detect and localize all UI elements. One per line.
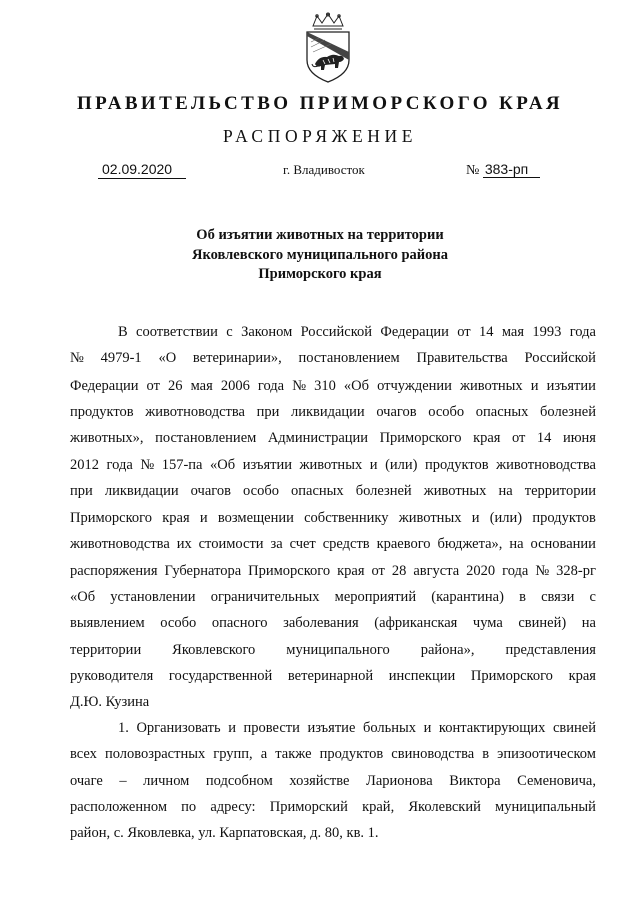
body-word: Российской (524, 350, 596, 366)
body-word: животных (299, 457, 363, 473)
body-word: июня (562, 430, 596, 446)
body-line (70, 642, 596, 659)
body-line (118, 720, 596, 737)
body-word: на (581, 615, 596, 631)
body-word: муниципальный (495, 799, 596, 815)
body-word: края (473, 430, 501, 446)
body-word: (африканская (374, 615, 458, 631)
body-line (118, 324, 596, 341)
body-word: ветеринарии», (192, 350, 282, 366)
body-word: Яколевский (408, 799, 481, 815)
body-word: основании (530, 536, 596, 552)
body-word: особо (243, 483, 279, 499)
body-word: животноводства (145, 404, 245, 420)
body-word: «О (158, 350, 177, 366)
body-word: края (162, 510, 190, 526)
body-word: 2006 (220, 378, 250, 394)
body-word: от (146, 378, 160, 394)
body-line (70, 510, 596, 527)
body-line (70, 615, 596, 632)
body-word: года (106, 457, 133, 473)
body-word: больных (362, 720, 416, 736)
body-word: на (498, 483, 513, 499)
body-line (70, 536, 596, 553)
body-word: заболевания (283, 615, 359, 631)
body-word: подсобном (205, 773, 273, 789)
body-word: продуктов (70, 404, 134, 420)
body-line (70, 430, 596, 447)
body-line (70, 457, 596, 474)
body-word: года (502, 563, 529, 579)
body-word: и (423, 720, 432, 736)
body-word: Приморского (470, 668, 553, 684)
body-word: контактирующих (438, 720, 546, 736)
body-word: муниципального (286, 642, 390, 658)
body-word: распоряжения (70, 563, 158, 579)
body-line (70, 799, 596, 816)
body-word: мая (501, 324, 525, 340)
body-word: 1993 (532, 324, 562, 340)
body-line (70, 404, 596, 421)
body-word: стоимости (198, 536, 264, 552)
document-subject (0, 226, 640, 285)
body-word: августа (413, 563, 460, 579)
body-word: от (512, 430, 526, 446)
body-word: мая (190, 378, 213, 394)
body-word: 14 (478, 324, 494, 340)
body-line (70, 378, 596, 395)
body-word: – (119, 773, 127, 789)
body-word: Федерации (70, 378, 139, 394)
body-word: района», (420, 642, 475, 658)
number-prefix: № (466, 163, 480, 178)
body-line (70, 825, 596, 842)
body-word: представления (505, 642, 596, 658)
body-word: средств (322, 536, 370, 552)
body-word: изъятие (307, 720, 356, 736)
body-word: Приморского (70, 510, 152, 526)
body-word: животных (423, 483, 487, 499)
body-word: животных (398, 510, 462, 526)
body-word: 2012 (70, 457, 99, 473)
body-word: В (118, 324, 128, 340)
body-word: и (228, 720, 236, 736)
body-word: постановлением (155, 430, 257, 446)
body-word: животных», (70, 430, 144, 446)
body-word: 1. (118, 720, 129, 736)
subject-line: Об изъятии животных на территории (196, 227, 444, 243)
body-word: расположенном (70, 799, 167, 815)
body-word: № (535, 563, 550, 579)
body-word: Федерации (380, 324, 449, 340)
body-word: № (70, 350, 84, 366)
body-word: Яковлевского (172, 642, 256, 658)
body-line (70, 350, 596, 367)
body-word: № (292, 378, 307, 394)
body-word: от (371, 563, 385, 579)
body-word: ликвидации (104, 483, 179, 499)
body-word: групп, (213, 746, 253, 762)
body-line (70, 773, 596, 790)
body-line (70, 483, 596, 500)
body-word: изъятии (546, 378, 596, 394)
body-word: государственной (168, 668, 273, 684)
body-word: за (270, 536, 283, 552)
body-word: чума (472, 615, 503, 631)
body-word: территории (524, 483, 596, 499)
document-number (466, 161, 540, 179)
body-word: территории (70, 642, 142, 658)
body-word: 26 (168, 378, 183, 394)
body-word: 28 (391, 563, 407, 579)
body-word: с (589, 589, 596, 605)
body-word: с (226, 324, 233, 340)
body-word: особо (160, 615, 197, 631)
document-date: 02.09.2020 (98, 161, 186, 179)
body-word: 310 (314, 378, 336, 394)
document-type: РАСПОРЯЖЕНИЕ (222, 126, 418, 146)
body-word: животноводства (496, 457, 596, 473)
body-word: также (275, 746, 312, 762)
body-word: мероприятий (334, 589, 417, 605)
body-word: 4979-1 (100, 350, 142, 366)
body-word: личном (143, 773, 190, 789)
body-word: Организовать (136, 720, 221, 736)
body-word: и (530, 378, 539, 394)
body-word: от (457, 324, 471, 340)
body-word: (или) (489, 510, 523, 526)
body-word: продуктов (319, 746, 384, 762)
body-word: по (181, 799, 197, 815)
body-word: очаге (70, 773, 103, 789)
body-word: 14 (536, 430, 552, 446)
body-word: при (70, 483, 93, 499)
body-word: очагов (376, 404, 417, 420)
body-word: болезней (355, 483, 412, 499)
document-city: г. Владивосток (283, 162, 365, 177)
body-word: краевого (376, 536, 431, 552)
body-word: установлении (110, 589, 196, 605)
body-word: животноводства (70, 536, 170, 552)
body-word: район, с. Яковлевка, ул. Карпатовская, д. 80, кв. 1. (70, 825, 379, 841)
body-word: и (199, 510, 208, 526)
body-word: бюджета», (437, 536, 503, 552)
body-word: всех (70, 746, 97, 762)
body-word: счет (289, 536, 316, 552)
body-word: хозяйстве (289, 773, 350, 789)
body-word: животных (460, 378, 523, 394)
body-word: ликвидации (290, 404, 365, 420)
body-word: Семеновича, (517, 773, 596, 789)
body-word: отчуждении (377, 378, 452, 394)
body-word: собственнику (304, 510, 389, 526)
body-word: опасных (291, 483, 344, 499)
body-word: Д.Ю. Кузина (70, 694, 150, 710)
body-word: очагов (190, 483, 231, 499)
body-word: Приморского (248, 563, 331, 579)
body-word: и (369, 457, 378, 473)
body-word: выявлением (70, 615, 145, 631)
body-word: 328-рг (556, 563, 596, 579)
body-word: Правительства (416, 350, 508, 366)
body-word: свиней (553, 720, 596, 736)
body-word: (карантина) (431, 589, 504, 605)
body-word: в (482, 746, 490, 762)
body-word: ветеринарной (287, 668, 374, 684)
body-word: ограничительных (210, 589, 320, 605)
body-word: болезней (540, 404, 596, 420)
body-word: свиноводства (391, 746, 475, 762)
body-word: при (256, 404, 280, 420)
body-word: Губернатора (164, 563, 242, 579)
body-word: Администрации (267, 430, 369, 446)
body-word: адресу: (210, 799, 256, 815)
body-word: Законом (241, 324, 293, 340)
number-value: 383-рп (483, 161, 540, 178)
body-word: на (509, 536, 524, 552)
body-word: а (260, 746, 268, 762)
body-word: край, (362, 799, 395, 815)
body-word: опасных (475, 404, 529, 420)
body-word: эпизоотическом (497, 746, 596, 762)
body-word: «Об (70, 589, 96, 605)
body-word: их (176, 536, 192, 552)
body-word: связи (541, 589, 575, 605)
body-word: Ларионова (366, 773, 433, 789)
body-word: постановлением (298, 350, 400, 366)
body-word: № (140, 457, 155, 473)
body-word: половозрастных (104, 746, 206, 762)
body-word: соответствии (136, 324, 218, 340)
body-word: года (257, 378, 285, 394)
subject-line: Яковлевского муниципального района (192, 246, 448, 263)
body-word: «Об (210, 457, 236, 473)
body-word: (или) (385, 457, 418, 473)
body-word: продуктов (425, 457, 489, 473)
body-word: края (337, 563, 365, 579)
body-word: провести (243, 720, 300, 736)
body-word: 157-па (161, 457, 203, 473)
body-word: Виктора (449, 773, 501, 789)
body-word: в (519, 589, 526, 605)
body-word: Российской (300, 324, 373, 340)
body-word: возмещении (217, 510, 294, 526)
body-word: продуктов (532, 510, 596, 526)
body-line (70, 589, 596, 606)
body-word: Приморского (379, 430, 462, 446)
body-word: и (471, 510, 480, 526)
body-word: края (568, 668, 596, 684)
body-word: опасного (211, 615, 268, 631)
coat-of-arms-icon (293, 12, 363, 84)
body-word: изъятии (242, 457, 292, 473)
body-word: 2020 (466, 563, 496, 579)
body-line (70, 668, 596, 685)
body-word: года (569, 324, 596, 340)
subject-line: Приморского края (258, 266, 382, 282)
body-line (70, 694, 596, 711)
body-word: руководителя (70, 668, 154, 684)
body-word: свиней) (518, 615, 567, 631)
body-word: особо (428, 404, 465, 420)
body-word: Приморский (269, 799, 348, 815)
body-line (70, 563, 596, 580)
body-line (70, 746, 596, 763)
government-title: ПРАВИТЕЛЬСТВО ПРИМОРСКОГО КРАЯ (76, 93, 564, 114)
body-word: «Об (343, 378, 370, 394)
body-word: инспекции (388, 668, 456, 684)
